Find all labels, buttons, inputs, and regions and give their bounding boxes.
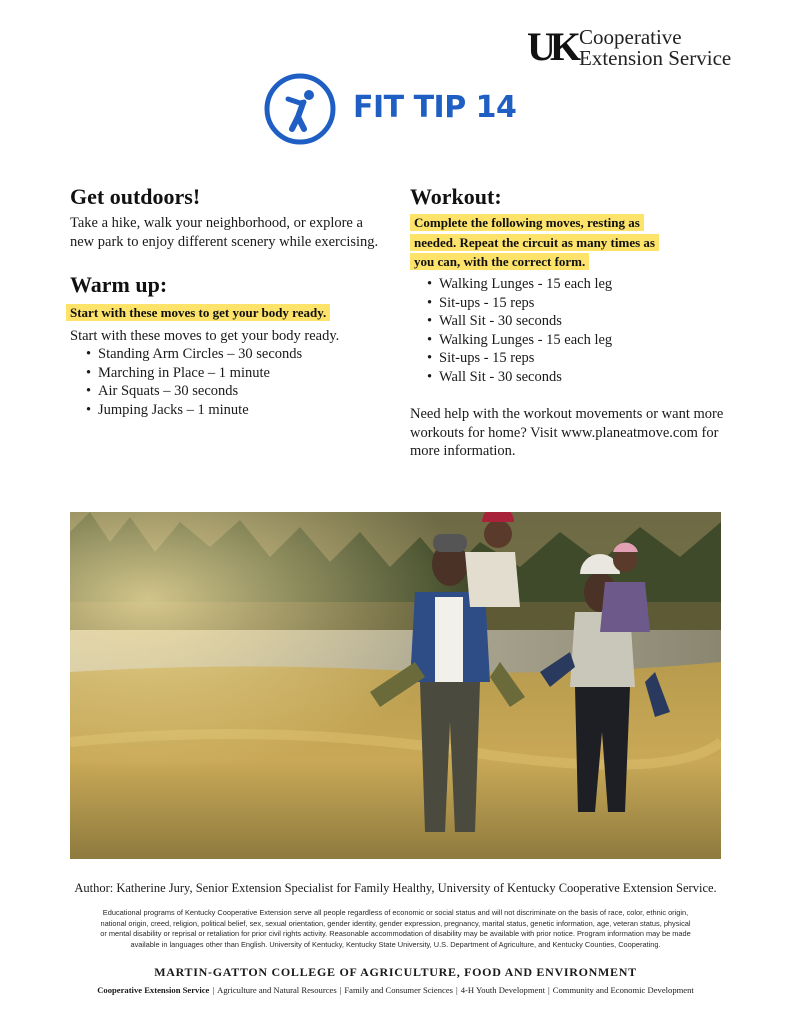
list-item: • Jumping Jacks – 1 minute: [86, 401, 302, 420]
family-hiking-photo: [70, 512, 721, 859]
uk-extension-logo: [527, 24, 757, 73]
list-item: • Walking Lunges - 15 each leg: [427, 331, 612, 350]
warmup-list: [86, 345, 302, 419]
workout-list: [427, 275, 612, 387]
workout-highlight: [410, 213, 678, 272]
college-name: MARTIN-GATTON COLLEGE OF AGRICULTURE, FOOD AND ENVIRONMENT: [154, 965, 637, 979]
list-item: • Sit-ups - 15 reps: [427, 349, 612, 368]
list-item: • Standing Arm Circles – 30 seconds: [86, 345, 302, 364]
person-stretching-icon: [264, 73, 336, 145]
workout-highlight-text: Complete the following moves, resting as needed. Repeat the circuit as many times as you can, with the correct form.: [410, 214, 659, 270]
warmup-highlight: [66, 303, 396, 322]
uk-logo-mark: UK: [527, 24, 575, 69]
program-item: Cooperative Extension Service: [97, 985, 210, 995]
list-item: • Marching in Place – 1 minute: [86, 364, 302, 383]
workout-help-text: Need help with the workout movements or want more workouts for home? Visit www.planeatmove.com for more information.: [410, 406, 724, 459]
author-credit: Author: Katherine Jury, Senior Extension Specialist for Family Healthy, University of Kentucky Cooperative Extension Service.: [74, 881, 717, 895]
list-item: • Walking Lunges - 15 each leg: [427, 275, 612, 294]
warmup-heading: Warm up:: [70, 272, 168, 297]
workout-heading: Workout:: [410, 184, 502, 209]
program-item: Community and Economic Development: [552, 985, 694, 995]
page-title: FIT TIP 14: [353, 90, 517, 125]
program-item: Family and Consumer Sciences: [344, 985, 454, 995]
warmup-highlight-text: Start with these moves to get your body ready.: [66, 304, 330, 321]
list-item: • Sit-ups - 15 reps: [427, 294, 612, 313]
logo-line-extension-service: Extension Service: [579, 46, 732, 70]
program-item: 4-H Youth Development: [460, 985, 546, 995]
program-item: Agriculture and Natural Resources: [217, 985, 337, 995]
list-item: • Air Squats – 30 seconds: [86, 382, 302, 401]
disclaimer-text: Educational programs of Kentucky Cooperative Extension serve all people regardless of economic or social status and will not discriminate on the basis of race, color, ethnic origin, national origin, creed, religion, political belief, sex, sexual orientation, gender identity, gender expression, pregnancy, marital status, genetic information, age, veteran status, physical or mental disability or reprisal or retaliation for prior civil rights activity. Reasonable accommodation of disability may be available with prior notice. Program information may be made available in languages other than English. University of Kentucky, Kentucky State University, U.S. Department of Agriculture, and Kentucky Counties, Cooperating.: [100, 908, 691, 949]
list-item: • Wall Sit - 30 seconds: [427, 368, 612, 387]
program-list: Cooperative Extension Service | Agriculture and Natural Resources | Family and Consumer Sciences | 4-H Youth Development | Community and Economic Development: [97, 985, 694, 995]
outdoors-heading: Get outdoors!: [70, 184, 201, 209]
list-item: • Wall Sit - 30 seconds: [427, 312, 612, 331]
warmup-intro: Start with these moves to get your body ready.: [70, 328, 340, 344]
logo-line-cooperative: Cooperative: [579, 25, 682, 49]
outdoors-text: Take a hike, walk your neighborhood, or explore a new park to enjoy different scenery while exercising.: [70, 215, 379, 250]
